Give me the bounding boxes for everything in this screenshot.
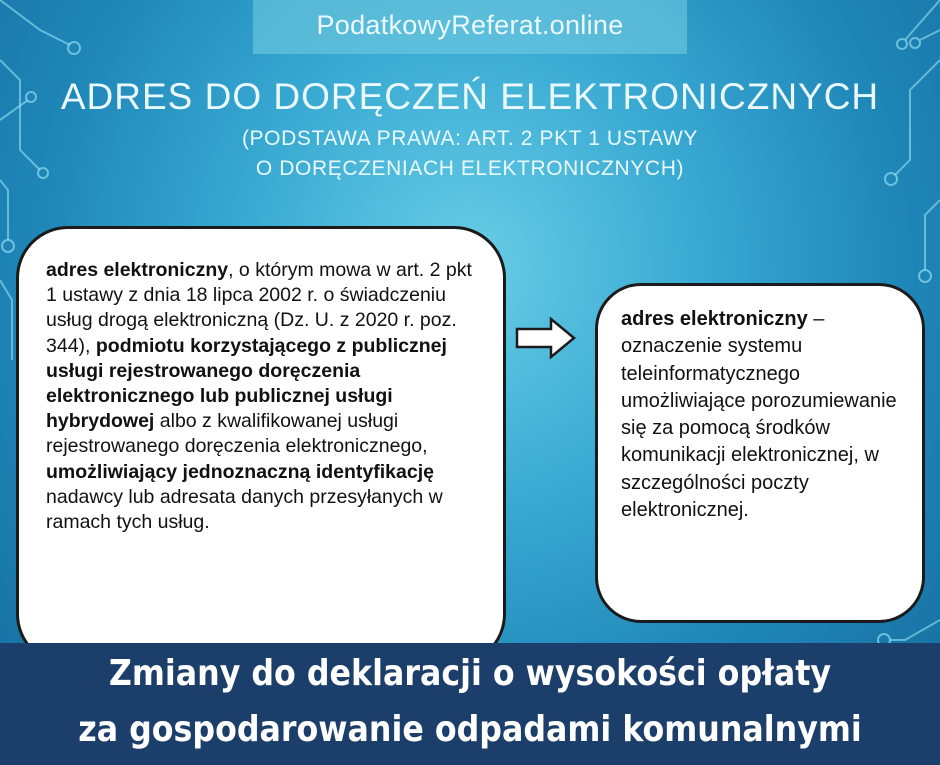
text-segment: , o którym mowa w art. 2 pkt 1 ustawy z dnia 18 lipca 2002 r. o świadczeniu usług drogą elektroniczną (Dz. U. z 2020 r. poz. 344), <box>46 259 472 357</box>
slide-subtitle <box>0 124 940 184</box>
term-bold: umożliwiający jednoznaczną identyfikację <box>46 460 434 483</box>
text-segment: albo z kwalifikowanej usługi rejestrowanego doręczenia elektronicznego, <box>46 410 428 458</box>
site-banner <box>253 0 687 54</box>
subtitle-line-2: O DORĘCZENIACH ELEKTRONICZNYCH) <box>255 157 685 180</box>
subtitle-line-1: (PODSTAWA PRAWA: ART. 2 PKT 1 USTAWY <box>241 127 699 150</box>
footer-line-2: za gospodarowanie odpadami komunalnymi <box>78 709 862 750</box>
text-segment: nadawcy lub adresata danych przesyłanych w ramach tych usług. <box>46 485 443 534</box>
definition-text-left <box>46 258 486 535</box>
slide-title: ADRES DO DORĘCZEŃ ELEKTRONICZNYCH <box>60 76 880 117</box>
text-segment: – oznaczenie systemu teleinformatycznego umożliwiające porozumiewanie się za pomocą środków komunikacji elektronicznej, w szczególności poczty elektronicznej. <box>621 308 897 522</box>
arrow-right-icon <box>515 316 577 360</box>
term-bold: adres elektroniczny <box>46 259 229 281</box>
definition-text-right <box>621 306 911 524</box>
footer-line-1: Zmiany do deklaracji o wysokości opłaty <box>108 653 832 694</box>
site-name: PodatkowyReferat.online <box>316 10 624 40</box>
term-bold: podmiotu korzystającego z publicznej usługi rejestrowanego doręczenia elektronicznego lub publicznej usługi hybrydowej <box>46 334 447 433</box>
term-bold: adres elektroniczny <box>621 308 808 330</box>
footer-title <box>56 646 883 758</box>
